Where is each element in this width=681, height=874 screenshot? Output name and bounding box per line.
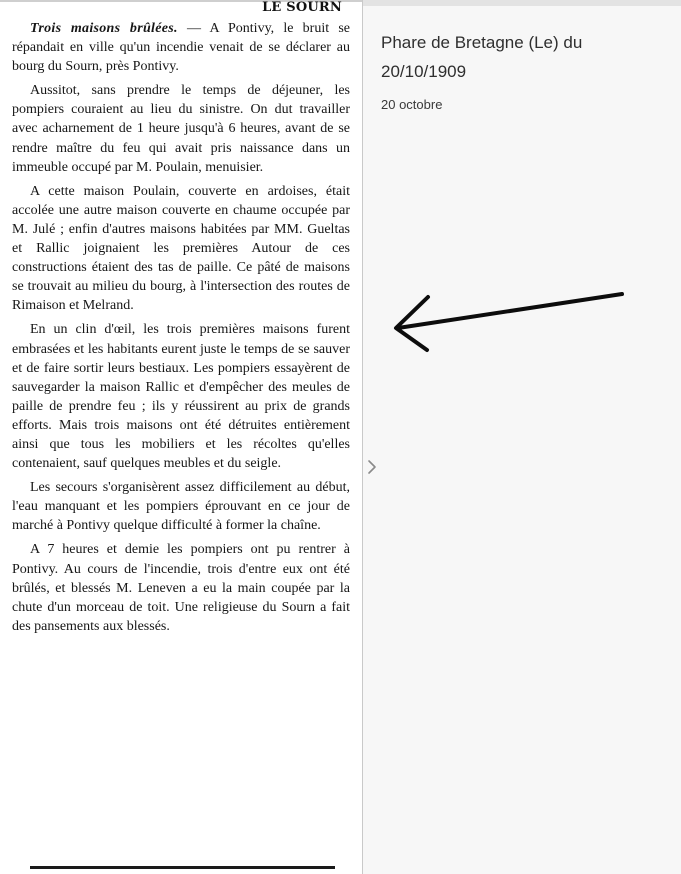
paragraph-text: — A Pontivy, le bruit se répandait en ville qu'un incendie venait de se déclarer au bourg du Sourn, près Pontivy. [12, 21, 350, 75]
publication-date: 20 octobre [381, 97, 443, 112]
article-paragraph-2: Aussitot, sans prendre le temps de déjeuner, les pompiers couraient au lieu du sinistre. On dut travailler avec acharnement de 1 heure jusqu'à 6 heures, avant de se rendre maître du feu qui avait pris naissance dans un immeuble occupé par M. Poulain, menuisier. [12, 83, 350, 175]
publication-title[interactable]: Phare de Bretagne (Le) du 20/10/1909 [381, 33, 583, 81]
metadata-panel [363, 6, 681, 874]
article-paragraph-3: A cette maison Poulain, couverte en ardoises, était accolée une autre maison couverte en chaume occupée par M. Julé ; enfin d'autres maisons habitées par MM. Gueltas et Rallic joignaient les premières Autour de ces constructions étaient des tas de paille. Ce pâté de maisons se trouvait au milieu du bourg, à l'intersection des routes de Rimaison et Melrand. [12, 183, 350, 314]
article-paragraph-6: A 7 heures et demie les pompiers ont pu rentrer à Pontivy. Au cours de l'incendie, trois d'entre eux ont été brûlés, et blessés M. Leneven a eu la main coupée par la chute d'un morceau de toit. Une religieuse du Sourn a fait des pansements aux blessés. [12, 542, 350, 634]
article-paragraph-1 [12, 19, 350, 76]
section-label: LE SOURN [262, 0, 342, 15]
article-text [12, 19, 350, 641]
article-headline: Trois maisons brûlées. [30, 21, 178, 36]
chevron-right-icon[interactable] [366, 459, 378, 475]
clipping-bottom-rule [30, 866, 335, 869]
article-paragraph-4: En un clin d'œil, les trois premières maisons furent embrasées et les habitants eurent juste le temps de se sauver et de faire sortir leurs bestiaux. Les pompiers essayèrent de sauvegarder la maison Rallic et d'empêcher des meules de paille de prendre feu ; ils y réussirent au prix de grands efforts. Mais trois maisons ont été détruites entièrement ainsi que tous les mobiliers et les récoltes qu'elles contenaient, sauf quelques meubles et du seigle. [12, 322, 350, 472]
article-paragraph-5: Les secours s'organisèrent assez difficilement au début, l'eau manquant et les pompiers éprouvant en ce jour de marché à Pontivy quelque difficulté à former la chaîne. [12, 480, 350, 534]
